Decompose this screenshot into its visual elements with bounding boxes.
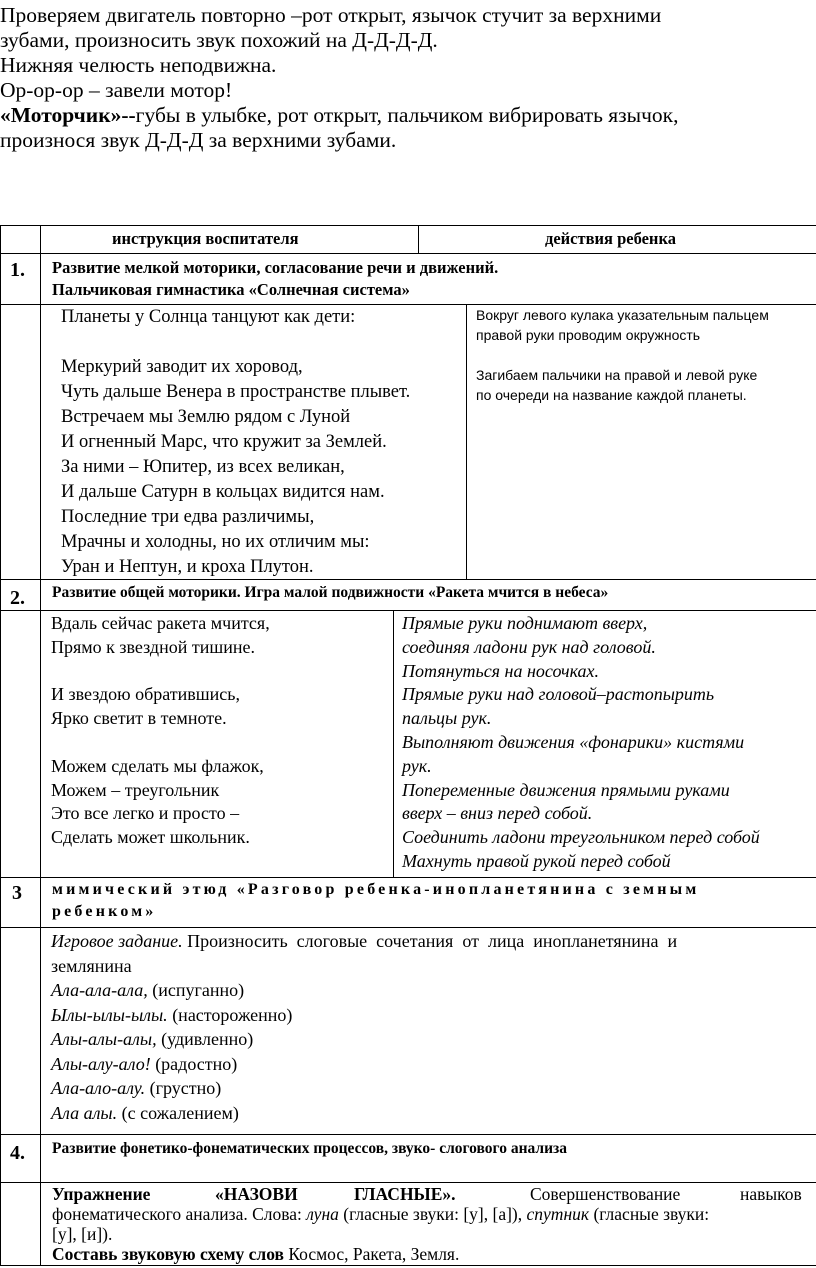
section-title: мимический этюд «Разговор ребенка-инопланетянина с земным [52,881,700,898]
column-header-actions: действия ребенка [545,229,676,248]
scheme-label: Составь звуковую схему слов [52,1244,284,1264]
syllable-phrase: Ылы-ылы-ылы. [51,1004,168,1025]
section-title: Развитие фонетико-фонематических процессов, звуко- слогового анализа [52,1140,568,1157]
exercise-name-1: «НАЗОВИ [215,1184,298,1204]
syllable-phrase: Ала-ала-ала, [51,980,148,1000]
exercise-line: фонематического анализа. Слова: [52,1204,307,1224]
column-header-instruction: инструкция воспитателя [112,229,299,248]
syllable-note: (настороженно) [167,1004,293,1025]
syllable-note: (удивленно) [156,1029,254,1049]
syllable-note: (с сожалением) [117,1102,239,1123]
task-text-2: землянина [51,955,132,976]
exercise-text-1: Совершенствование [530,1184,681,1204]
syllable-list [51,978,677,1125]
game-task [51,929,677,1125]
section-number: 4. [10,1142,25,1164]
intro-line: Ор-ор-ор – завели мотор! [0,78,233,102]
exercise-line: [у], [и]). [52,1224,113,1244]
syllable-phrase: Ала алы. [51,1102,118,1123]
syllable-line [51,1027,677,1052]
intro-text [0,3,816,153]
section-number: 2. [10,587,25,609]
poem-solar-system: Планеты у Солнца танцуют как дети: Меркурий заводит их хоровод, Чуть дальше Венера в пространстве плывет. Встречаем мы Землю рядом с Луной И огненный Марс, что кружит за Землей. За ними – Юпитер, из всех великан, И дальше Сатурн в кольцах видится нам. Последние три едва различимы, Мрачны и холодны, но их отличим мы: Уран и Нептун, и кроха Плутон. [61,307,411,577]
exercise-label: Упражнение [52,1184,151,1204]
task-text: Произносить слоговые сочетания от лица инопланетянина и [182,931,678,951]
syllable-line [51,978,677,1003]
motor-title: «Моторчик»-- [0,103,136,127]
syllable-line [51,1101,677,1126]
syllable-phrase: Ала-ало-алу. [51,1078,146,1098]
word-luna: луна [306,1204,339,1224]
exercise-line: (гласные звуки: [589,1204,710,1224]
poem-rocket: Вдаль сейчас ракета мчится, Прямо к звездной тишине. И звездою обратившись, Ярко светит в темноте. Можем сделать мы флажок, Можем – треугольник Это все легко и просто – Сделать может школьник. [51,613,270,848]
section-title: Развитие мелкой моторики, согласование речи и движений. [52,258,499,277]
syllable-line [51,1003,677,1028]
exercise-name-2: ГЛАСНЫЕ». [354,1184,456,1204]
intro-line: зубами, произносить звук похожий на Д-Д-Д-Д. [0,28,438,52]
section-number: 1. [10,259,25,281]
syllable-note: (радостно) [150,1053,238,1074]
intro-line-rest: губы в улыбке, рот открыт, пальчиком вибрировать язычок, [135,103,679,127]
exercise-text-2: навыков [740,1184,802,1204]
actions-solar-system: Вокруг левого кулака указательным пальцем правой руки проводим окружность Загибаем пальчики на правой и левой руке по очереди на название каждой планеты. [476,307,769,403]
section-title: Развитие общей моторики. Игра малой подвижности «Ракета мчится в небеса» [52,584,609,601]
syllable-line [51,1052,677,1077]
syllable-note: (испуганно) [147,980,245,1000]
syllable-phrase: Алы-алы-алы, [51,1029,157,1049]
section-subtitle: Пальчиковая гимнастика «Солнечная система» [52,280,410,299]
intro-line: Нижняя челюсть неподвижна. [0,53,277,77]
intro-line [0,103,816,128]
task-label: Игровое задание. [51,931,183,951]
intro-line: произнося звук Д-Д-Д за верхними зубами. [0,128,397,152]
syllable-note: (грустно) [145,1078,222,1098]
word-sputnik: спутник [526,1204,590,1224]
section-subtitle: ребенком» [52,903,157,920]
section-number: 3 [12,882,22,904]
syllable-line [51,1076,677,1101]
intro-line: Проверяем двигатель повторно –рот открыт, язычок стучит за верхними [0,3,662,27]
actions-rocket: Прямые руки поднимают вверх, соединяя ладони рук над головой. Потянуться на носочках. Прямые руки над головой–растопырить пальцы рук. Выполняют движения «фонарики» кистями рук. Попеременные движения прямыми руками вверх – вниз перед собой. Соединить ладони треугольником перед собой Махнуть правой рукой перед собой [402,613,760,871]
scheme-words: Космос, Ракета, Земля. [283,1244,460,1264]
exercise-line: (гласные звуки: [у], [а]), [338,1204,527,1224]
syllable-phrase: Алы-алу-ало! [51,1053,151,1074]
exercise-vowels [52,1184,816,1264]
